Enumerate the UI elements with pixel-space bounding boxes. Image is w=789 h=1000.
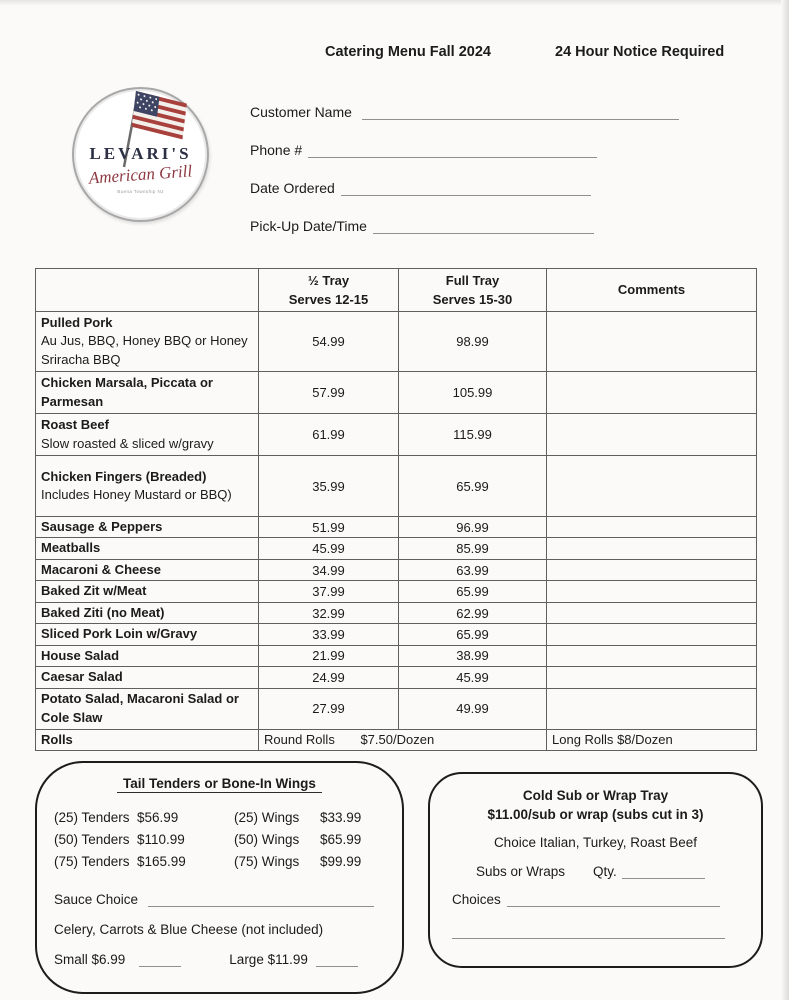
item-name: Chicken Marsala, Piccata or Parmesan — [41, 375, 213, 409]
comments-cell[interactable] — [547, 414, 757, 456]
logo-tagline-text: Buena Township NJ — [117, 189, 164, 194]
wings-25-price: $33.99 — [320, 809, 362, 825]
tenders-50-label: (50) Tenders — [54, 831, 130, 847]
customer-name-label: Customer Name — [250, 104, 352, 120]
scan-edge-top — [0, 0, 789, 6]
celery-note: Celery, Carrots & Blue Cheese (not included) — [54, 922, 324, 937]
comments-cell[interactable] — [547, 602, 757, 623]
wings-50-price: $65.99 — [320, 831, 362, 847]
logo-script-text: American Grill — [88, 161, 193, 188]
tenders-wings-row-50 — [54, 828, 402, 850]
menu-row-rolls — [36, 729, 757, 750]
item-column-header — [36, 269, 259, 312]
tenders-50-price: $110.99 — [137, 831, 185, 847]
menu-row-sausage-peppers — [36, 517, 757, 538]
comments-cell[interactable] — [547, 312, 757, 372]
full-tray-price: 65.99 — [399, 456, 547, 517]
comments-cell[interactable] — [547, 559, 757, 580]
half-tray-price: 37.99 — [259, 581, 399, 602]
menu-row-chicken-marsala — [36, 372, 757, 414]
comments-cell[interactable] — [547, 688, 757, 729]
sauce-choice-row — [54, 891, 402, 907]
large-size-label: Large $11.99 — [229, 952, 308, 967]
customer-name-row — [250, 104, 679, 124]
full-tray-price: 105.99 — [399, 372, 547, 414]
tenders-wings-row-75 — [54, 850, 402, 872]
large-size-field[interactable] — [316, 951, 358, 967]
phone-field[interactable] — [308, 142, 597, 158]
table-header-row — [36, 269, 757, 312]
long-rolls-label: Long Rolls — [552, 732, 614, 748]
date-ordered-label: Date Ordered — [250, 180, 335, 196]
full-tray-price: 85.99 — [399, 538, 547, 559]
tenders-wings-box — [35, 761, 404, 994]
phone-row — [250, 142, 597, 162]
full-tray-price: 62.99 — [399, 602, 547, 623]
wings-75-price: $99.99 — [320, 853, 362, 869]
full-tray-column-header — [399, 269, 547, 312]
choices-row — [452, 891, 761, 907]
tenders-wings-price-list — [54, 806, 402, 872]
levaris-logo — [72, 87, 209, 222]
tenders-75-label: (75) Tenders — [54, 853, 130, 869]
pickup-datetime-label: Pick-Up Date/Time — [250, 218, 367, 234]
page-title: Catering Menu Fall 2024 — [325, 44, 491, 60]
menu-row-baked-ziti-no-meat — [36, 602, 757, 623]
item-name: Baked Zit w/Meat — [41, 583, 147, 599]
comments-column-header: Comments — [547, 269, 757, 312]
comments-cell[interactable] — [547, 624, 757, 645]
customer-name-field[interactable] — [362, 104, 679, 120]
item-name: Sliced Pork Loin w/Gravy — [41, 626, 198, 642]
comments-cell[interactable] — [547, 645, 757, 666]
tenders-wings-title — [37, 776, 402, 791]
item-name: Roast Beef — [41, 417, 109, 433]
item-name: Sausage & Peppers — [41, 519, 163, 534]
menu-row-baked-ziti-meat — [36, 581, 757, 602]
menu-row-chicken-fingers — [36, 456, 757, 517]
full-tray-price: 63.99 — [399, 559, 547, 580]
half-tray-price: 57.99 — [259, 372, 399, 414]
full-tray-price: 115.99 — [399, 414, 547, 456]
menu-row-house-salad — [36, 645, 757, 666]
half-tray-price: 34.99 — [259, 559, 399, 580]
size-row — [54, 951, 402, 967]
phone-label: Phone # — [250, 142, 303, 158]
comments-cell[interactable] — [547, 538, 757, 559]
tenders-wings-title-text: Tail Tenders or Bone-In Wings — [117, 776, 322, 793]
half-tray-column-header — [259, 269, 399, 312]
half-tray-price: 32.99 — [259, 602, 399, 623]
full-tray-serves-label: Serves 15-30 — [432, 292, 513, 307]
menu-row-pulled-pork — [36, 312, 757, 372]
choices-label: Choices — [452, 892, 501, 907]
item-name: Rolls — [41, 731, 73, 747]
half-tray-price: 51.99 — [259, 517, 399, 538]
menu-row-caesar-salad — [36, 667, 757, 688]
full-tray-label: Full Tray — [445, 272, 500, 288]
qty-field[interactable] — [622, 863, 705, 879]
half-tray-price: 54.99 — [259, 312, 399, 372]
sauce-choice-field[interactable] — [148, 891, 374, 907]
full-tray-price: 38.99 — [399, 645, 547, 666]
logo-name-text: LEVARI'S — [89, 144, 192, 163]
item-name: Chicken Fingers (Breaded) — [41, 468, 207, 484]
item-name: Meatballs — [41, 540, 101, 556]
half-tray-price: 21.99 — [259, 645, 399, 666]
item-name: Caesar Salad — [41, 669, 123, 685]
wings-75-label: (75) Wings — [234, 853, 300, 869]
small-size-field[interactable] — [139, 951, 181, 967]
item-name: Macaroni & Cheese — [41, 561, 161, 577]
scan-edge-right — [781, 0, 789, 1000]
extra-choices-row — [452, 923, 761, 939]
menu-row-meatballs — [36, 538, 757, 559]
item-desc: Au Jus, BBQ, Honey BBQ or Honey Sriracha BBQ — [41, 333, 248, 367]
half-tray-price: 45.99 — [259, 538, 399, 559]
menu-row-mac-cheese — [36, 559, 757, 580]
comments-cell[interactable] — [547, 581, 757, 602]
half-tray-label: ½ Tray — [307, 272, 350, 288]
half-tray-price: 27.99 — [259, 688, 399, 729]
menu-row-roast-beef — [36, 414, 757, 456]
subs-qty-row — [476, 863, 761, 879]
wings-50-label: (50) Wings — [234, 831, 300, 847]
menu-row-pork-loin — [36, 624, 757, 645]
sub-tray-title: Cold Sub or Wrap Tray — [522, 788, 669, 803]
half-tray-serves-label: Serves 12-15 — [288, 292, 369, 307]
item-desc: Includes Honey Mustard or BBQ) — [41, 487, 232, 502]
full-tray-price: 49.99 — [399, 688, 547, 729]
item-desc: Slow roasted & sliced w/gravy — [41, 435, 214, 451]
extra-choices-field[interactable] — [452, 923, 725, 939]
long-rolls-price: $8/Dozen — [617, 732, 673, 748]
subs-or-wraps-label: Subs or Wraps — [476, 864, 566, 879]
sub-choice-line: Choice Italian, Turkey, Roast Beef — [493, 835, 698, 850]
half-tray-price: 24.99 — [259, 667, 399, 688]
full-tray-price: 65.99 — [399, 581, 547, 602]
item-name: House Salad — [41, 647, 120, 663]
menu-row-potato-salad — [36, 688, 757, 729]
comments-cell[interactable] — [547, 667, 757, 688]
choices-field[interactable] — [507, 891, 720, 907]
comments-cell[interactable] — [547, 517, 757, 538]
full-tray-price: 65.99 — [399, 624, 547, 645]
full-tray-price: 98.99 — [399, 312, 547, 372]
item-name: Pulled Pork — [41, 314, 113, 330]
sauce-choice-label: Sauce Choice — [54, 892, 139, 907]
item-name: Baked Ziti (no Meat) — [41, 604, 165, 620]
half-tray-price: 33.99 — [259, 624, 399, 645]
wings-25-label: (25) Wings — [234, 809, 300, 825]
comments-cell[interactable] — [547, 456, 757, 517]
notice-text: 24 Hour Notice Required — [555, 44, 725, 60]
half-tray-price: 35.99 — [259, 456, 399, 517]
item-name: Potato Salad, Macaroni Salad or Cole Slaw — [41, 691, 239, 725]
small-size-label: Small $6.99 — [54, 952, 126, 967]
pickup-datetime-field[interactable] — [373, 218, 594, 234]
pickup-datetime-row — [250, 218, 594, 238]
comments-cell[interactable] — [547, 372, 757, 414]
tenders-25-label: (25) Tenders — [54, 809, 130, 825]
cold-sub-wrap-box — [428, 772, 763, 968]
tenders-wings-row-25 — [54, 806, 402, 828]
tenders-75-price: $165.99 — [137, 853, 186, 869]
round-rolls-price: $7.50/Dozen — [360, 732, 435, 748]
tenders-25-price: $56.99 — [137, 809, 179, 825]
date-ordered-field[interactable] — [341, 180, 591, 196]
full-tray-price: 45.99 — [399, 667, 547, 688]
half-tray-price: 61.99 — [259, 414, 399, 456]
round-rolls-label: Round Rolls — [264, 732, 335, 748]
full-tray-price: 96.99 — [399, 517, 547, 538]
sub-tray-price-line: $11.00/sub or wrap (subs cut in 3) — [487, 807, 704, 822]
qty-label: Qty. — [593, 864, 617, 879]
date-ordered-row — [250, 180, 591, 200]
catering-menu-table — [35, 268, 757, 751]
